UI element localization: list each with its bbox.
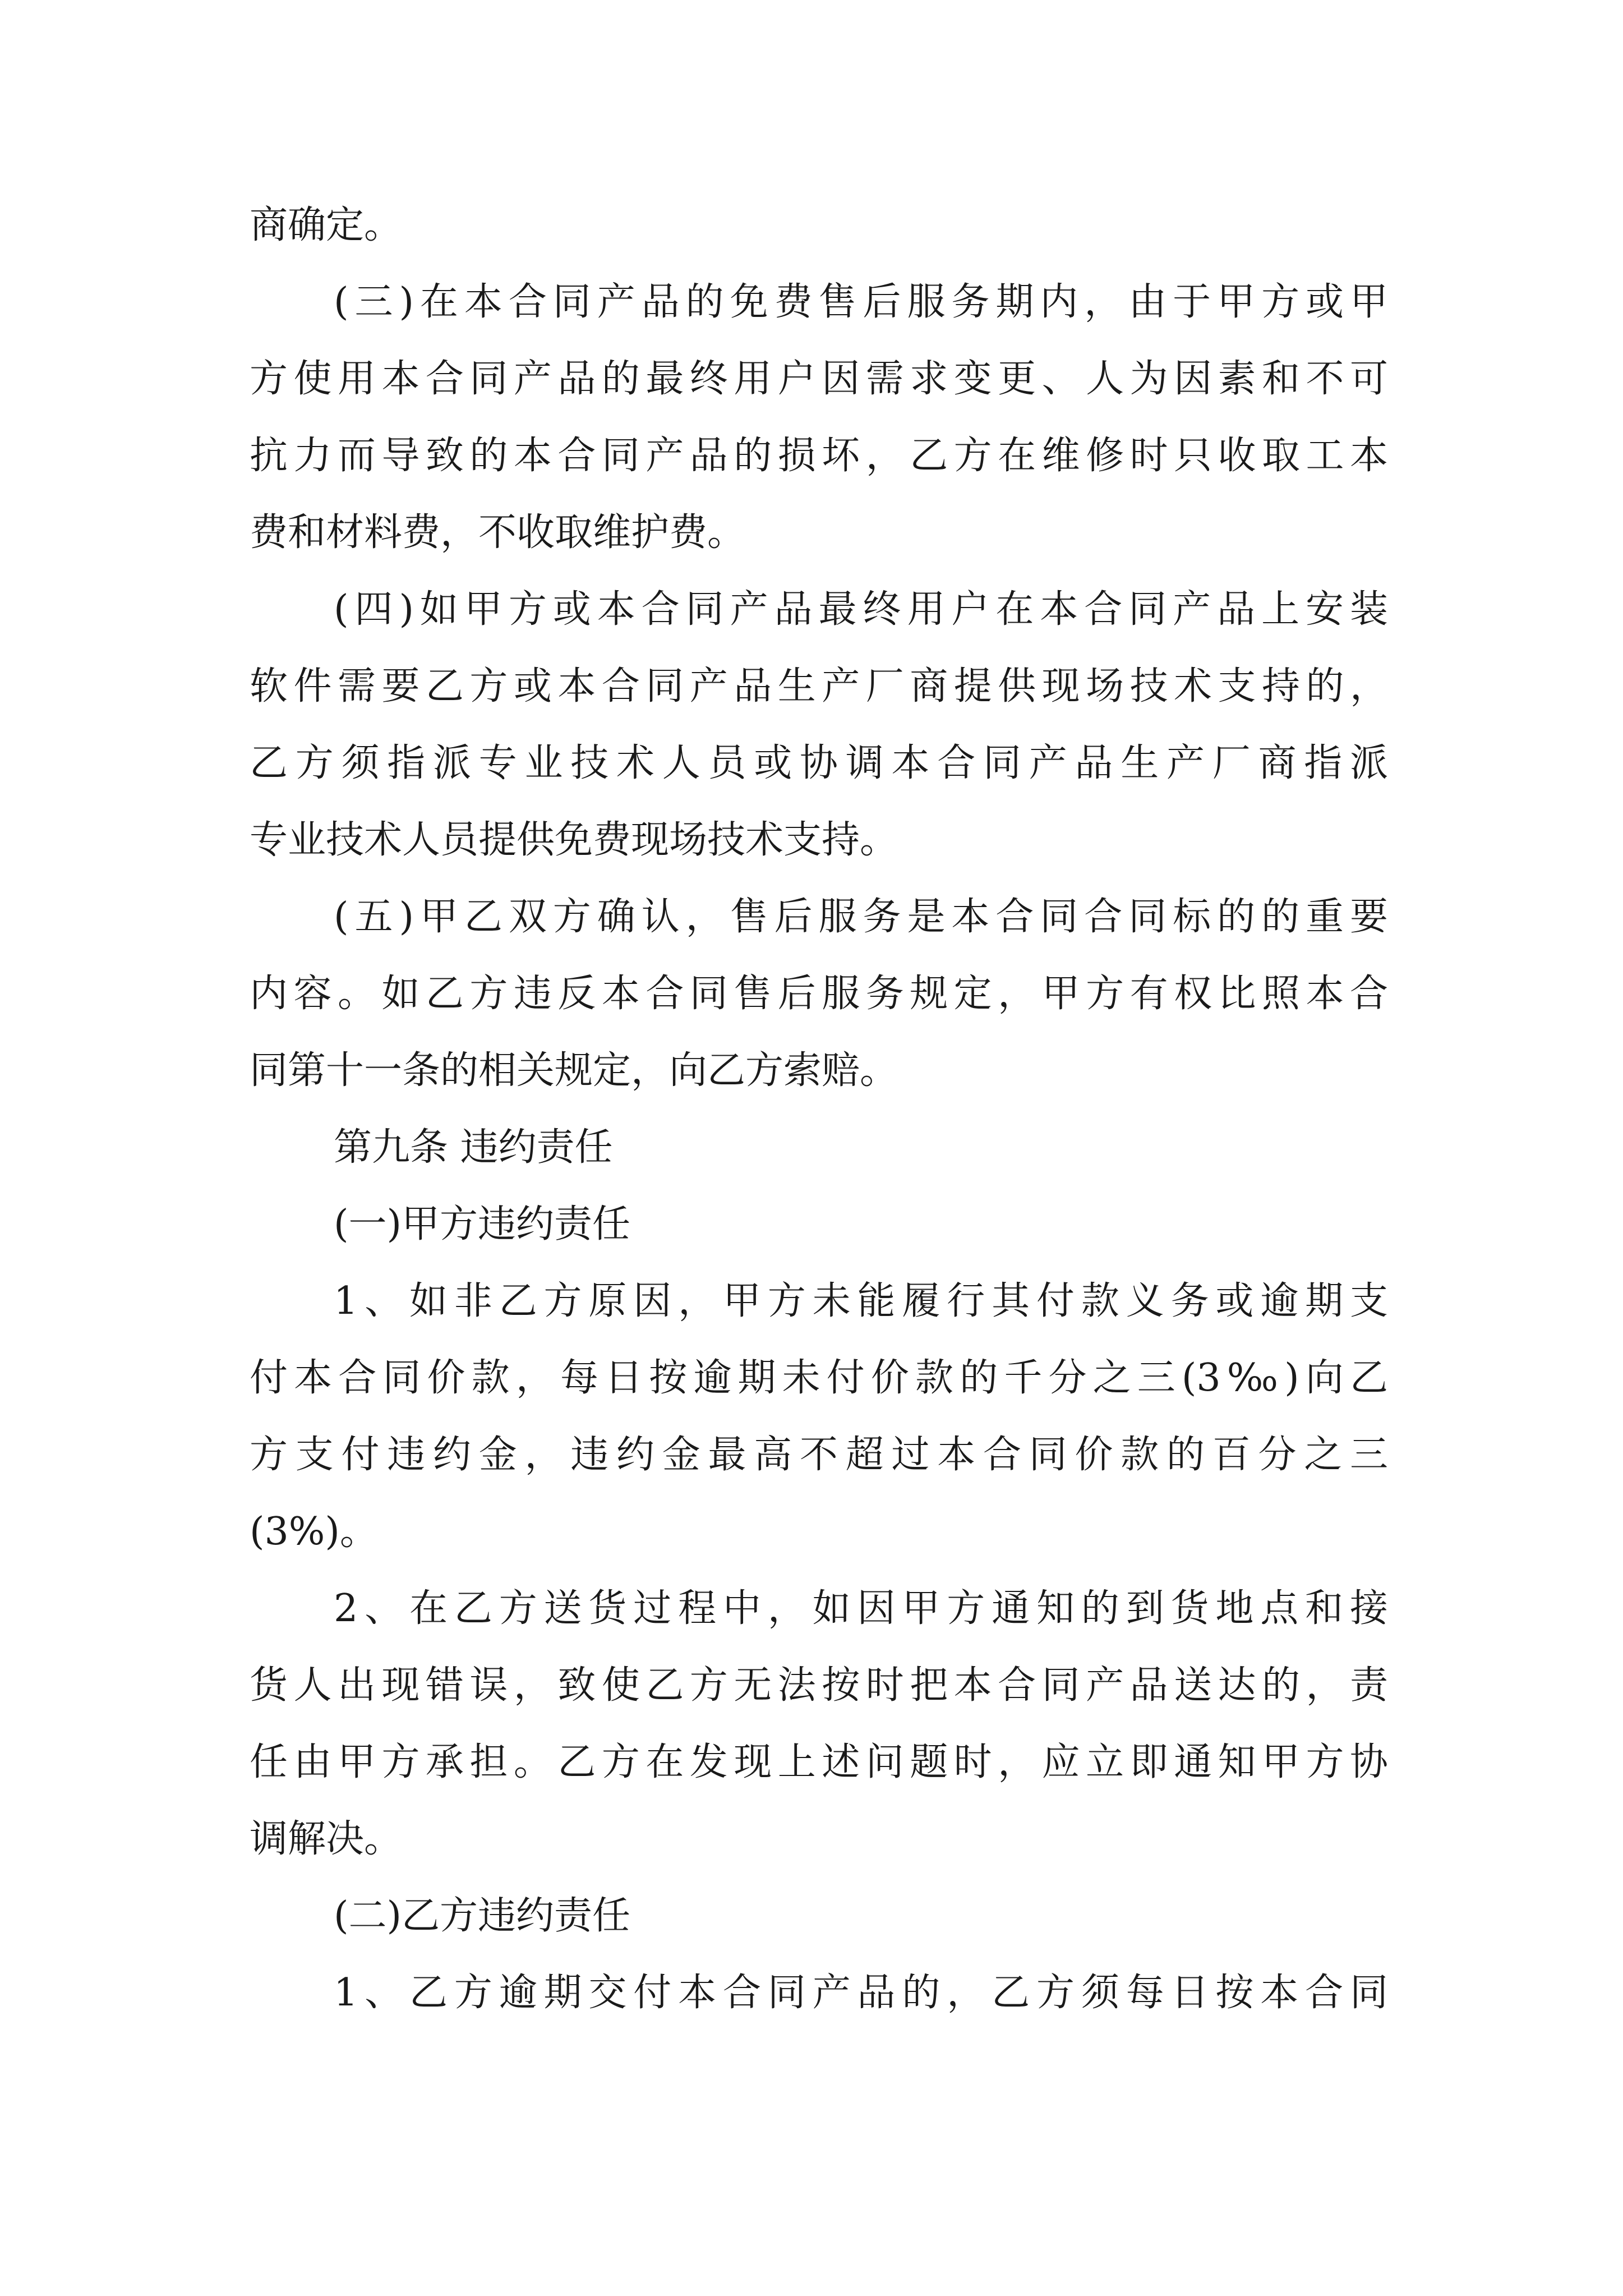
text-line: 调解决。 [250,1817,403,1861]
text-line: 方使用本合同产品的最终用户因需求变更、人为因素和不可 [250,357,1388,401]
paragraph-p3 [250,878,1388,1109]
paragraph-p7 [250,1570,1388,1878]
text-line: (五)甲乙双方确认，售后服务是本合同合同标的的重要 [334,895,1388,939]
text-line: (3%)。 [250,1510,378,1554]
text-line: (四)如甲方或本合同产品最终用户在本合同产品上安装 [334,587,1388,632]
text-line: 商确定。 [250,203,403,247]
text-line: (三)在本合同产品的免费售后服务期内，由于甲方或甲 [334,280,1388,324]
text-line: 同第十一条的相关规定，向乙方索赔。 [250,1048,898,1093]
text-line: 1、如非乙方原因，甲方未能履行其付款义务或逾期支 [334,1279,1388,1323]
text-line: 第九条 违约责任 [334,1125,613,1170]
text-line: 软件需要乙方或本合同产品生产厂商提供现场技术支持的， [250,664,1388,708]
text-line: (一)甲方违约责任 [334,1202,631,1246]
document-body [250,187,1388,2031]
text-line: 1、乙方逾期交付本合同产品的，乙方须每日按本合同 [334,1971,1388,2015]
text-line: 专业技术人员提供免费现场技术支持。 [250,818,898,862]
paragraph-p2 [250,571,1388,878]
paragraph-p6 [250,1263,1388,1570]
text-line: 方支付违约金，违约金最高不超过本合同价款的百分之三 [250,1433,1388,1477]
text-line: 付本合同价款，每日按逾期未付价款的千分之三(3‰)向乙 [250,1356,1388,1400]
text-line: 抗力而导致的本合同产品的损坏，乙方在维修时只收取工本 [250,434,1388,478]
text-line: 货人出现错误，致使乙方无法按时把本合同产品送达的，责 [250,1663,1388,1708]
text-line: 内容。如乙方违反本合同售后服务规定，甲方有权比照本合 [250,972,1388,1016]
paragraph-p1 [250,264,1388,571]
paragraph-p0 [250,187,1388,264]
text-line: 乙方须指派专业技术人员或协调本合同产品生产厂商指派 [250,741,1388,785]
text-line: 费和材料费，不收取维护费。 [250,510,746,555]
text-line: (二)乙方违约责任 [334,1894,631,1938]
section-heading-party-b [250,1878,1388,1954]
section-heading-party-a [250,1186,1388,1263]
paragraph-p9 [250,1954,1388,2031]
text-line: 任由甲方承担。乙方在发现上述问题时，应立即通知甲方协 [250,1740,1388,1784]
text-line: 2、在乙方送货过程中，如因甲方通知的到货地点和接 [334,1586,1388,1631]
article-heading [250,1109,1388,1186]
